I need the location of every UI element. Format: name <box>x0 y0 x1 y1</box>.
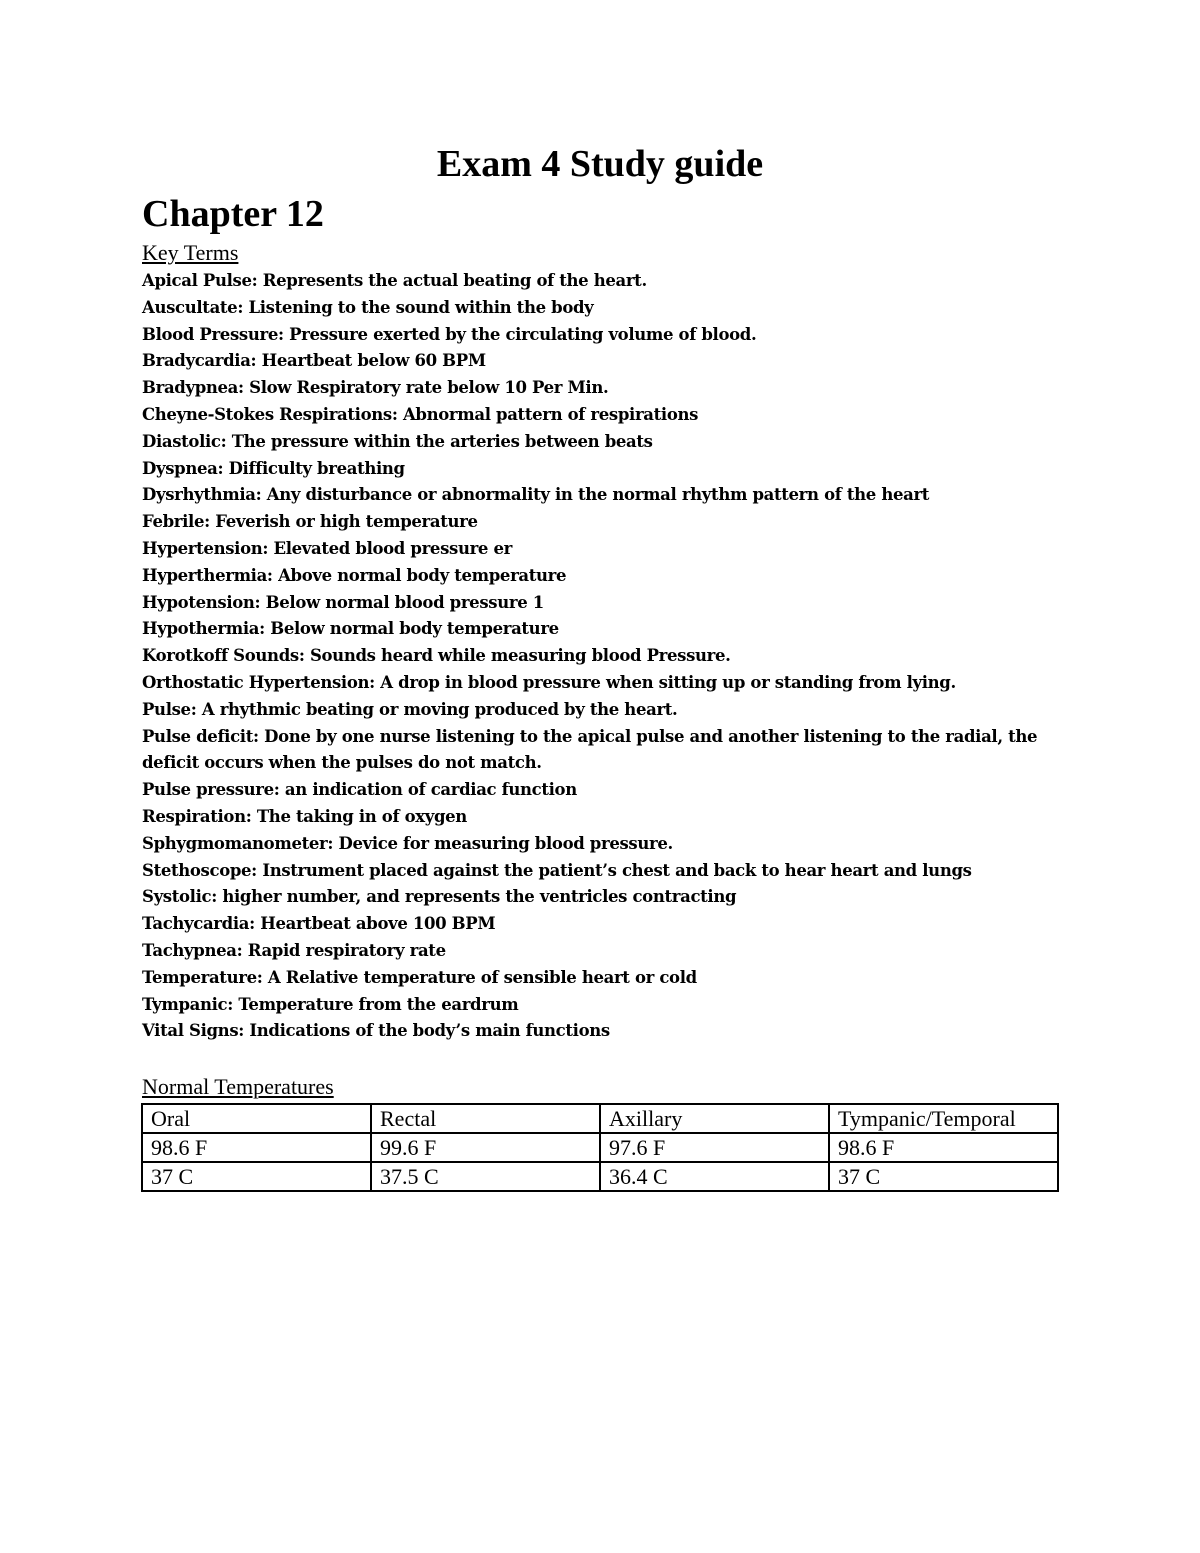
normal-temperatures-heading: Normal Temperatures <box>142 1074 334 1099</box>
table-cell: 98.6 F <box>142 1133 371 1162</box>
key-term-item: Pulse deficit: Done by one nurse listening to the apical pulse and another listening to the radial, the deficit occurs when the pulses do not match. <box>142 726 1038 773</box>
table-header-cell: Tympanic/Temporal <box>829 1104 1058 1133</box>
table-row <box>142 1162 1058 1191</box>
table-cell: 37 C <box>142 1162 371 1191</box>
table-cell: 37.5 C <box>371 1162 600 1191</box>
key-term-item: Pulse pressure: an indication of cardiac function <box>142 780 577 800</box>
key-term-item: Systolic: higher number, and represents the ventricles contracting <box>142 887 737 907</box>
key-term-item: Hyperthermia: Above normal body temperature <box>142 565 567 585</box>
table-header-cell: Rectal <box>371 1104 600 1133</box>
key-term-item: Blood Pressure: Pressure exerted by the circulating volume of blood. <box>142 324 757 344</box>
key-term-item: Dysrhythmia: Any disturbance or abnormality in the normal rhythm pattern of the heart <box>142 485 930 505</box>
table-cell: 97.6 F <box>600 1133 829 1162</box>
key-term-item: Respiration: The taking in of oxygen <box>142 806 467 826</box>
table-header-row <box>142 1104 1058 1133</box>
key-term-item: Hypertension: Elevated blood pressure er <box>142 538 512 558</box>
key-term-item: Vital Signs: Indications of the body’s main functions <box>142 1021 610 1041</box>
key-terms-list <box>142 268 1062 1045</box>
key-term-item: Tachypnea: Rapid respiratory rate <box>142 940 446 960</box>
table-header-cell: Axillary <box>600 1104 829 1133</box>
key-terms-heading: Key Terms <box>142 240 239 265</box>
key-term-item: Hypotension: Below normal blood pressure 1 <box>142 592 544 612</box>
page-title: Exam 4 Study guide <box>436 143 764 185</box>
key-term-item: Korotkoff Sounds: Sounds heard while measuring blood Pressure. <box>142 646 731 666</box>
key-term-item: Tachycardia: Heartbeat above 100 BPM <box>142 914 496 934</box>
table-cell: 37 C <box>829 1162 1058 1191</box>
key-term-item: Diastolic: The pressure within the arteries between beats <box>142 431 653 451</box>
table-cell: 36.4 C <box>600 1162 829 1191</box>
key-term-item: Dyspnea: Difficulty breathing <box>142 458 405 478</box>
key-term-item: Pulse: A rhythmic beating or moving produced by the heart. <box>142 699 678 719</box>
key-term-item: Febrile: Feverish or high temperature <box>142 512 478 532</box>
key-term-item: Hypothermia: Below normal body temperature <box>142 619 559 639</box>
key-term-item: Tympanic: Temperature from the eardrum <box>142 994 519 1014</box>
table-cell: 98.6 F <box>829 1133 1058 1162</box>
table-row <box>142 1133 1058 1162</box>
normal-temperatures-table <box>141 1103 1059 1192</box>
table-cell: 99.6 F <box>371 1133 600 1162</box>
key-term-item: Orthostatic Hypertension: A drop in blood pressure when sitting up or standing from lying. <box>142 672 956 692</box>
key-term-item: Sphygmomanometer: Device for measuring blood pressure. <box>142 833 673 853</box>
table-header-cell: Oral <box>142 1104 371 1133</box>
key-term-item: Apical Pulse: Represents the actual beating of the heart. <box>142 271 647 290</box>
key-term-item: Bradypnea: Slow Respiratory rate below 10 Per Min. <box>142 378 609 398</box>
chapter-heading: Chapter 12 <box>142 193 324 235</box>
key-term-item: Auscultate: Listening to the sound within the body <box>142 297 594 317</box>
key-term-item: Cheyne-Stokes Respirations: Abnormal pattern of respirations <box>142 404 699 424</box>
key-term-item: Bradycardia: Heartbeat below 60 BPM <box>142 351 486 371</box>
key-term-item: Temperature: A Relative temperature of sensible heart or cold <box>142 967 697 987</box>
key-term-item: Stethoscope: Instrument placed against the patient’s chest and back to hear heart and lungs <box>142 860 972 880</box>
